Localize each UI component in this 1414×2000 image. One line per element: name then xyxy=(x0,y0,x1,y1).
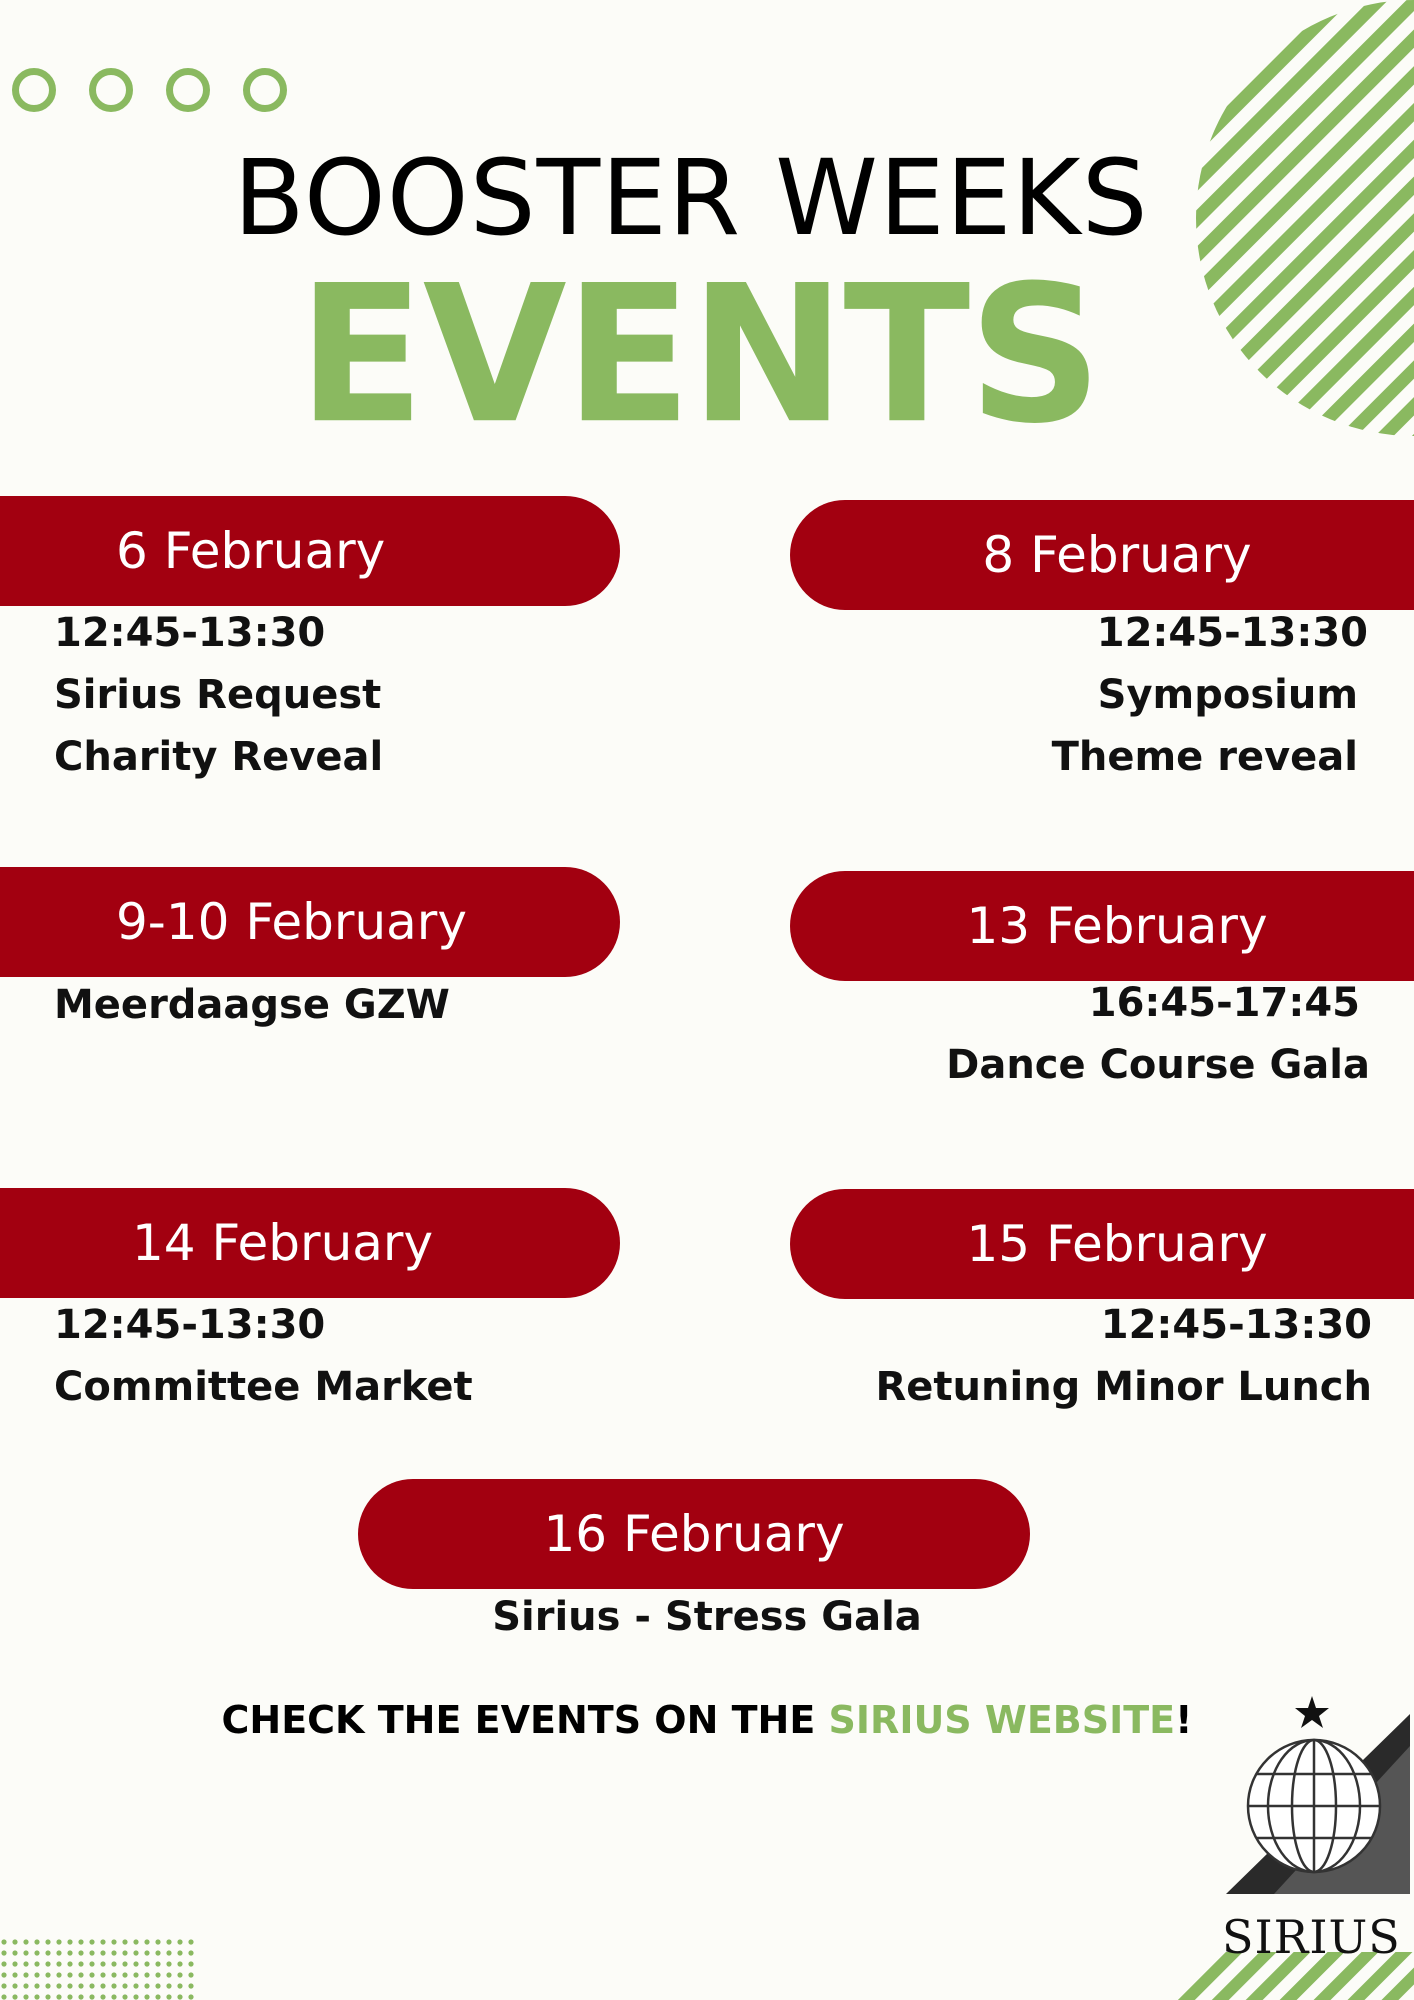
event-time: 12:45-13:30 xyxy=(1096,610,1368,656)
title-events: EVENTS xyxy=(297,243,1101,466)
circle-icon xyxy=(12,68,56,112)
decorative-circles xyxy=(12,68,287,112)
event-title: Sirius - Stress Gala xyxy=(492,1594,922,1640)
event-13-february xyxy=(946,972,1370,1096)
date-pill-13-february: 13 February xyxy=(790,871,1414,981)
date-pill-16-february: 16 February xyxy=(358,1479,1030,1589)
date-pill-14-february: 14 February xyxy=(0,1188,620,1298)
cta-suffix: ! xyxy=(1175,1698,1193,1742)
event-title: Symposium xyxy=(1097,672,1358,718)
globe-star-logo-icon xyxy=(1214,1696,1414,1910)
cta-prefix: CHECK THE EVENTS ON THE xyxy=(221,1698,829,1742)
circle-icon xyxy=(166,68,210,112)
date-pill-6-february: 6 February xyxy=(0,496,620,606)
event-title: Retuning Minor Lunch xyxy=(875,1364,1372,1410)
cta-text xyxy=(0,1698,1414,1742)
event-time: 12:45-13:30 xyxy=(54,1302,326,1348)
title-booster-weeks: BOOSTER WEEKS xyxy=(233,137,1149,259)
event-16-february xyxy=(0,1586,1414,1648)
event-8-february xyxy=(1052,602,1368,788)
date-pill-15-february: 15 February xyxy=(790,1189,1414,1299)
sirius-logo-text: SIRIUS xyxy=(1222,1910,1401,1964)
event-time: 16:45-17:45 xyxy=(1088,980,1360,1026)
event-title: Committee Market xyxy=(54,1364,473,1410)
event-title: Sirius Request xyxy=(54,672,382,718)
event-time: 12:45-13:30 xyxy=(54,610,326,656)
event-9-10-february xyxy=(54,974,450,1036)
sirius-website-link[interactable]: SIRIUS WEBSITE xyxy=(828,1698,1176,1742)
dotted-pattern-decoration xyxy=(0,1938,200,2000)
event-title: Charity Reveal xyxy=(54,734,384,780)
event-title: Dance Course Gala xyxy=(946,1042,1370,1088)
event-14-february xyxy=(54,1294,473,1418)
event-15-february xyxy=(875,1294,1372,1418)
circle-icon xyxy=(243,68,287,112)
event-6-february xyxy=(54,602,383,788)
date-pill-9-10-february: 9-10 February xyxy=(0,867,620,977)
event-title: Theme reveal xyxy=(1051,734,1358,780)
event-time: 12:45-13:30 xyxy=(1100,1302,1372,1348)
event-title: Meerdaagse GZW xyxy=(54,982,450,1028)
circle-icon xyxy=(89,68,133,112)
date-pill-8-february: 8 February xyxy=(790,500,1414,610)
